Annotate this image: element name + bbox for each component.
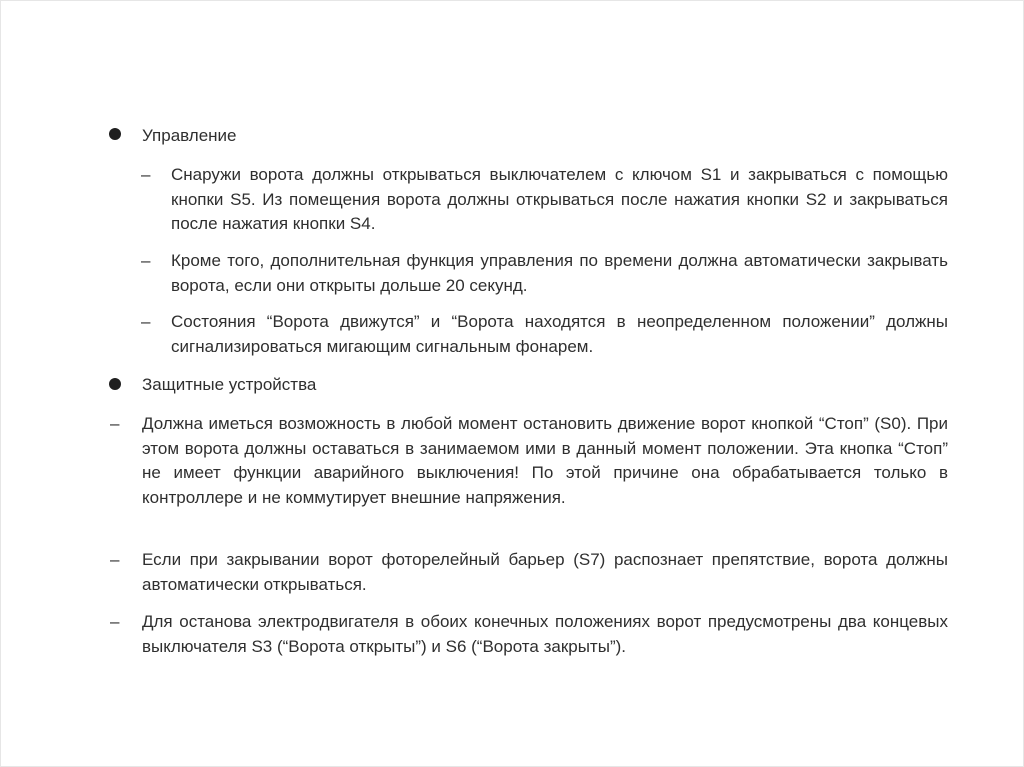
dash-marker: – [141,251,151,270]
list-item-safety-3: Для останова электродвигателя в обоих конечных положениях ворот предусмотрены два концевых выключателя S3 (“Ворота открыты”) и S6 (“Ворота закрыты”). [142,612,948,656]
bullet-icon [109,128,121,140]
dash-marker: – [110,550,120,569]
list-item-control-3: Состояния “Ворота движутся” и “Ворота находятся в неопределенном положении” должны сигнализироваться мигающим сигнальным фонарем. [171,312,948,356]
dash-marker: – [141,165,151,184]
list-item-safety-1: Должна иметься возможность в любой момент остановить движение ворот кнопкой “Стоп” (S0). При этом ворота должны оставаться в занимаемом ими в данный момент положении. Эта кнопка “Стоп” не имеет функции аварийного выключения! По этой причине она обрабатывается только в контроллере и не коммутирует внешние напряжения. [142,414,948,507]
dash-marker: – [110,612,120,631]
dash-marker: – [110,414,120,433]
bullet-icon [109,378,121,390]
list-item-control-2: Кроме того, дополнительная функция управления по времени должна автоматически закрывать ворота, если они открыты дольше 20 секунд. [171,251,948,295]
section-heading-safety: Защитные устройства [142,375,317,394]
section-heading-control: Управление [142,126,237,145]
dash-marker: – [141,312,151,331]
list-item-control-1: Снаружи ворота должны открываться выключателем с ключом S1 и закрываться с помощью кнопки S5. Из помещения ворота должны открываться после нажатия кнопки S2 и закрываться после нажатия кнопки S4. [171,165,948,233]
list-item-safety-2: Если при закрывании ворот фоторелейный барьер (S7) распознает препятствие, ворота должны автоматически открываться. [142,550,948,594]
